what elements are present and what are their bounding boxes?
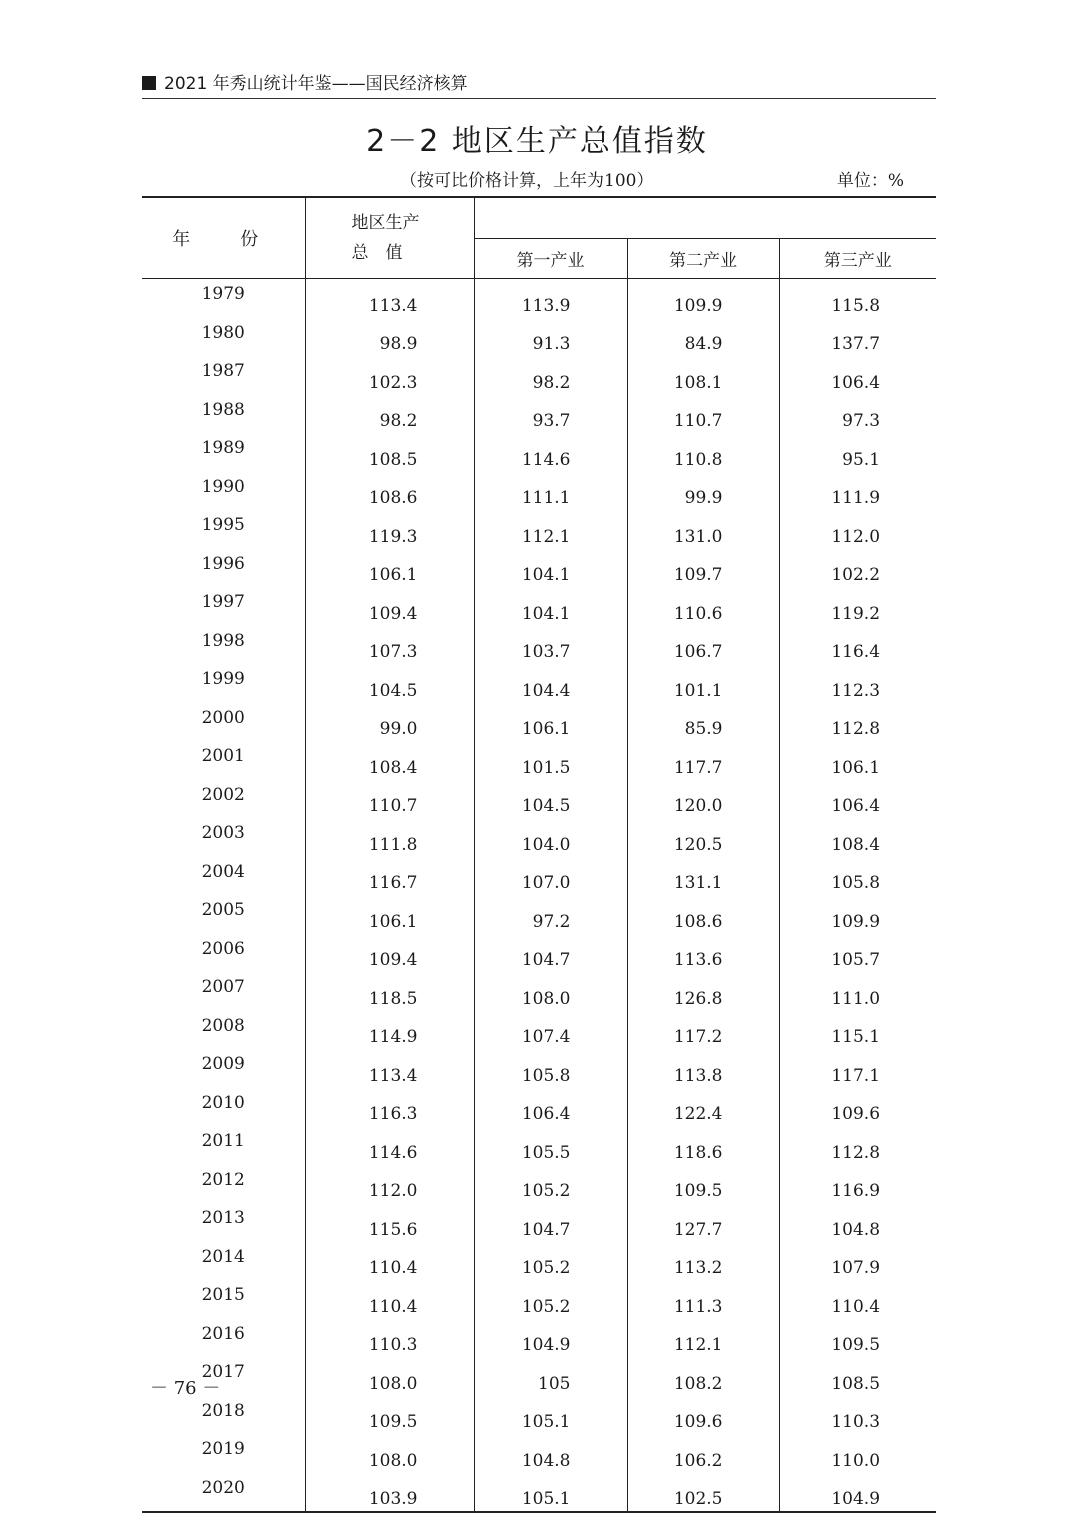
cell-year: 2019 [142,1434,305,1473]
cell-year: 2011 [142,1126,305,1165]
cell-secondary: 118.6 [627,1126,779,1165]
cell-tertiary: 117.1 [831,1065,881,1086]
cell-primary: 106.1 [474,703,627,742]
cell-year: 2018 [142,1396,305,1435]
cell-primary: 104.1 [474,549,627,588]
cell-tertiary: 108.5 [831,1373,881,1394]
cell-secondary: 120.5 [627,818,779,857]
table-row [142,510,936,549]
table-body [142,279,936,1513]
cell-secondary: 113.6 [627,934,779,973]
header-primary: 第一产业 [474,239,627,279]
cell-secondary: 131.1 [627,857,779,896]
cell-primary: 91.3 [474,318,627,357]
table-row [142,1319,936,1358]
cell-secondary: 106.7 [627,626,779,665]
cell-year: 1979 [142,279,305,318]
cell-secondary: 112.1 [627,1319,779,1358]
table-row [142,1434,936,1473]
header-total [305,197,474,279]
cell-tertiary: 116.4 [831,642,881,662]
cell-year: 2000 [142,703,305,742]
cell-tertiary: 109.9 [831,911,881,932]
cell-secondary: 108.2 [627,1357,779,1396]
cell-secondary: 109.9 [627,279,779,318]
table-subtitle: （按可比价格计算，上年为100） [400,171,654,191]
cell-total: 109.4 [305,934,474,973]
table-row [142,934,936,973]
cell-year: 2009 [142,1049,305,1088]
table-row [142,818,936,857]
cell-year: 1989 [142,433,305,472]
cell-year: 1995 [142,510,305,549]
cell-primary: 105.8 [474,1049,627,1088]
cell-total: 110.3 [305,1319,474,1358]
header-spacer [474,197,936,239]
cell-total: 98.9 [305,318,474,357]
cell-secondary: 131.0 [627,510,779,549]
table-row [142,741,936,780]
table-row [142,1280,936,1319]
cell-primary: 105.1 [474,1396,627,1435]
table-row [142,318,936,357]
cell-primary: 104.9 [474,1319,627,1358]
header-total-line2: 总 值 [351,243,403,263]
cell-primary: 106.4 [474,1088,627,1127]
cell-primary: 98.2 [474,356,627,395]
cell-total: 119.3 [305,510,474,549]
cell-year: 2016 [142,1319,305,1358]
cell-primary: 108.0 [474,972,627,1011]
cell-tertiary: 111.9 [831,488,881,508]
cell-secondary: 101.1 [627,664,779,703]
cell-tertiary: 116.9 [831,1181,881,1201]
table-row [142,857,936,896]
cell-secondary: 113.8 [627,1049,779,1088]
cell-primary: 112.1 [474,510,627,549]
table-row [142,1011,936,1050]
cell-total: 115.6 [305,1203,474,1242]
cell-total: 98.2 [305,395,474,434]
cell-year: 2014 [142,1242,305,1281]
cell-secondary: 106.2 [627,1434,779,1473]
cell-secondary: 110.7 [627,395,779,434]
cell-tertiary: 102.2 [831,565,881,585]
cell-secondary: 84.9 [627,318,779,357]
cell-primary: 103.7 [474,626,627,665]
running-head-text: 2021 年秀山统计年鉴——国民经济核算 [164,74,468,94]
cell-total: 114.9 [305,1011,474,1050]
cell-primary: 93.7 [474,395,627,434]
cell-secondary: 111.3 [627,1280,779,1319]
cell-total: 110.4 [305,1242,474,1281]
cell-tertiary: 106.4 [831,372,881,393]
cell-tertiary: 107.9 [831,1258,881,1278]
cell-total: 112.0 [305,1165,474,1204]
cell-primary: 105 [474,1357,627,1396]
cell-year: 2003 [142,818,305,857]
cell-primary: 107.4 [474,1011,627,1050]
cell-year: 2012 [142,1165,305,1204]
cell-total: 108.6 [305,472,474,511]
cell-year: 1998 [142,626,305,665]
cell-tertiary: 110.0 [831,1450,881,1471]
cell-total: 113.4 [305,279,474,318]
cell-tertiary: 97.3 [842,411,881,431]
cell-total: 116.7 [305,857,474,896]
cell-tertiary: 110.4 [831,1296,881,1317]
running-head [142,72,936,99]
cell-year: 2008 [142,1011,305,1050]
cell-tertiary: 137.7 [831,334,881,354]
cell-secondary: 110.6 [627,587,779,626]
cell-primary: 105.1 [474,1473,627,1513]
cell-year: 2010 [142,1088,305,1127]
cell-total: 110.7 [305,780,474,819]
cell-tertiary: 112.8 [831,1142,881,1163]
unit-label: 单位：% [836,171,904,191]
cell-total: 102.3 [305,356,474,395]
cell-primary: 107.0 [474,857,627,896]
cell-total: 108.0 [305,1357,474,1396]
cell-primary: 104.7 [474,934,627,973]
cell-tertiary: 112.8 [831,719,881,739]
cell-tertiary: 111.0 [831,988,881,1009]
cell-secondary: 102.5 [627,1473,779,1513]
cell-year: 1999 [142,664,305,703]
cell-secondary: 109.7 [627,549,779,588]
header-year: 年 份 [142,197,305,279]
gdp-index-table [142,196,936,1513]
table-row [142,972,936,1011]
page-number: － 76 － [150,1378,221,1399]
cell-year: 2007 [142,972,305,1011]
cell-year: 1980 [142,318,305,357]
cell-secondary: 110.8 [627,433,779,472]
cell-tertiary: 112.3 [831,680,881,701]
cell-primary: 104.8 [474,1434,627,1473]
cell-total: 109.5 [305,1396,474,1435]
cell-year: 2002 [142,780,305,819]
cell-secondary: 120.0 [627,780,779,819]
cell-primary: 105.2 [474,1280,627,1319]
table-row [142,1242,936,1281]
cell-secondary: 126.8 [627,972,779,1011]
cell-total: 118.5 [305,972,474,1011]
cell-year: 1990 [142,472,305,511]
cell-total: 104.5 [305,664,474,703]
table-row [142,703,936,742]
cell-year: 2006 [142,934,305,973]
table-row [142,472,936,511]
cell-total: 116.3 [305,1088,474,1127]
cell-tertiary: 105.7 [831,950,881,970]
cell-total: 107.3 [305,626,474,665]
cell-secondary: 99.9 [627,472,779,511]
cell-secondary: 85.9 [627,703,779,742]
cell-primary: 113.9 [474,279,627,318]
cell-year: 1996 [142,549,305,588]
cell-year: 2020 [142,1473,305,1513]
cell-tertiary: 105.8 [831,873,881,893]
cell-tertiary: 109.6 [831,1104,881,1124]
table-row [142,279,936,318]
cell-total: 108.4 [305,741,474,780]
table-row [142,1473,936,1513]
table-row [142,664,936,703]
cell-year: 2005 [142,895,305,934]
cell-secondary: 117.7 [627,741,779,780]
cell-tertiary: 115.1 [831,1027,881,1047]
cell-primary: 105.2 [474,1165,627,1204]
cell-tertiary: 119.2 [831,603,881,624]
cell-tertiary: 104.9 [779,1473,936,1513]
table-row [142,1049,936,1088]
cell-tertiary: 110.3 [831,1412,881,1432]
cell-year: 1987 [142,356,305,395]
cell-year: 2017 [142,1357,305,1396]
cell-primary: 104.7 [474,1203,627,1242]
cell-secondary: 108.1 [627,356,779,395]
header-secondary: 第二产业 [627,239,779,279]
cell-primary: 104.0 [474,818,627,857]
table-title: 2－2 地区生产总值指数 [366,124,708,159]
cell-secondary: 113.2 [627,1242,779,1281]
cell-primary: 104.5 [474,780,627,819]
cell-primary: 101.5 [474,741,627,780]
table-row [142,549,936,588]
cell-secondary: 108.6 [627,895,779,934]
cell-secondary: 109.5 [627,1165,779,1204]
table-row [142,433,936,472]
table-row [142,356,936,395]
table-row [142,1165,936,1204]
table-row [142,895,936,934]
cell-total: 109.4 [305,587,474,626]
cell-tertiary: 106.1 [831,757,881,778]
table-row [142,587,936,626]
cell-secondary: 127.7 [627,1203,779,1242]
cell-total: 108.5 [305,433,474,472]
square-bullet-icon [142,76,156,90]
table-row [142,1126,936,1165]
cell-tertiary: 104.8 [831,1219,881,1240]
cell-total: 114.6 [305,1126,474,1165]
cell-tertiary: 112.0 [831,526,881,547]
table-row [142,1357,936,1396]
cell-primary: 111.1 [474,472,627,511]
header-total-line1: 地区生产 [351,213,420,233]
cell-secondary: 122.4 [627,1088,779,1127]
cell-year: 2001 [142,741,305,780]
cell-primary: 105.5 [474,1126,627,1165]
table-row [142,780,936,819]
cell-tertiary: 95.1 [842,449,881,470]
cell-year: 2004 [142,857,305,896]
table-row [142,1396,936,1435]
cell-total: 99.0 [305,703,474,742]
cell-secondary: 109.6 [627,1396,779,1435]
cell-total: 111.8 [305,818,474,857]
cell-year: 1997 [142,587,305,626]
table-row [142,626,936,665]
cell-primary: 97.2 [474,895,627,934]
table-row [142,395,936,434]
cell-year: 2015 [142,1280,305,1319]
cell-tertiary: 109.5 [831,1335,881,1355]
cell-primary: 104.4 [474,664,627,703]
cell-total: 106.1 [305,549,474,588]
table-row [142,1088,936,1127]
cell-tertiary: 115.8 [831,295,881,316]
cell-primary: 105.2 [474,1242,627,1281]
header-tertiary: 第三产业 [779,239,936,279]
cell-primary: 114.6 [474,433,627,472]
cell-total: 110.4 [305,1280,474,1319]
cell-secondary: 117.2 [627,1011,779,1050]
table-row [142,1203,936,1242]
cell-total: 103.9 [305,1473,474,1513]
cell-year: 1988 [142,395,305,434]
cell-year: 2013 [142,1203,305,1242]
cell-primary: 104.1 [474,587,627,626]
cell-total: 113.4 [305,1049,474,1088]
cell-tertiary: 106.4 [831,796,881,816]
cell-total: 106.1 [305,895,474,934]
cell-tertiary: 108.4 [831,834,881,855]
cell-total: 108.0 [305,1434,474,1473]
